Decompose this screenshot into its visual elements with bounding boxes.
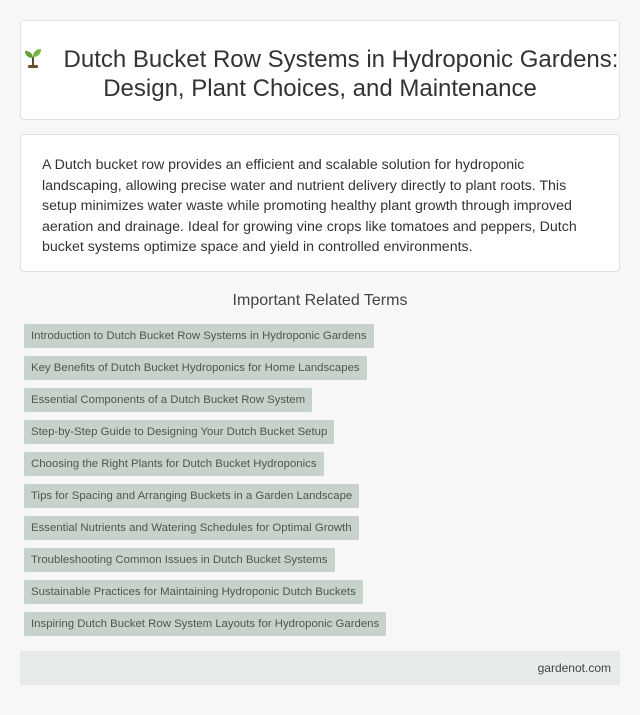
related-terms-list [24, 324, 386, 644]
footer [20, 651, 620, 685]
related-term-link[interactable]: Essential Components of a Dutch Bucket Row System [24, 388, 312, 412]
sprout-icon [22, 47, 44, 69]
page-title [21, 21, 619, 103]
page-title-text: Dutch Bucket Row Systems in Hydroponic Gardens: Design, Plant Choices, and Maintenance [63, 46, 619, 102]
related-term-link[interactable]: Essential Nutrients and Watering Schedules for Optimal Growth [24, 516, 359, 540]
intro-card [20, 134, 620, 272]
intro-paragraph: A Dutch bucket row provides an efficient and scalable solution for hydroponic landscaping, allowing precise water and nutrient delivery directly to plant roots. This setup minimizes water waste while promoting healthy plant growth through improved aeration and drainage. Ideal for growing vine crops like tomatoes and peppers, Dutch bucket systems optimize space and yield in controlled environments. [42, 157, 577, 256]
related-term-link[interactable]: Sustainable Practices for Maintaining Hydroponic Dutch Buckets [24, 580, 363, 604]
related-term-link[interactable]: Troubleshooting Common Issues in Dutch Bucket Systems [24, 548, 335, 572]
related-term-link[interactable]: Choosing the Right Plants for Dutch Bucket Hydroponics [24, 452, 324, 476]
title-card [20, 20, 620, 120]
related-term-link[interactable]: Introduction to Dutch Bucket Row Systems in Hydroponic Gardens [24, 324, 374, 348]
related-term-link[interactable]: Tips for Spacing and Arranging Buckets in a Garden Landscape [24, 484, 359, 508]
related-terms-heading: Important Related Terms [232, 292, 408, 309]
related-term-link[interactable]: Step-by-Step Guide to Designing Your Dutch Bucket Setup [24, 420, 334, 444]
related-term-link[interactable]: Inspiring Dutch Bucket Row System Layouts for Hydroponic Gardens [24, 612, 386, 636]
related-term-link[interactable]: Key Benefits of Dutch Bucket Hydroponics for Home Landscapes [24, 356, 367, 380]
footer-site-link[interactable]: gardenot.com [537, 661, 611, 675]
